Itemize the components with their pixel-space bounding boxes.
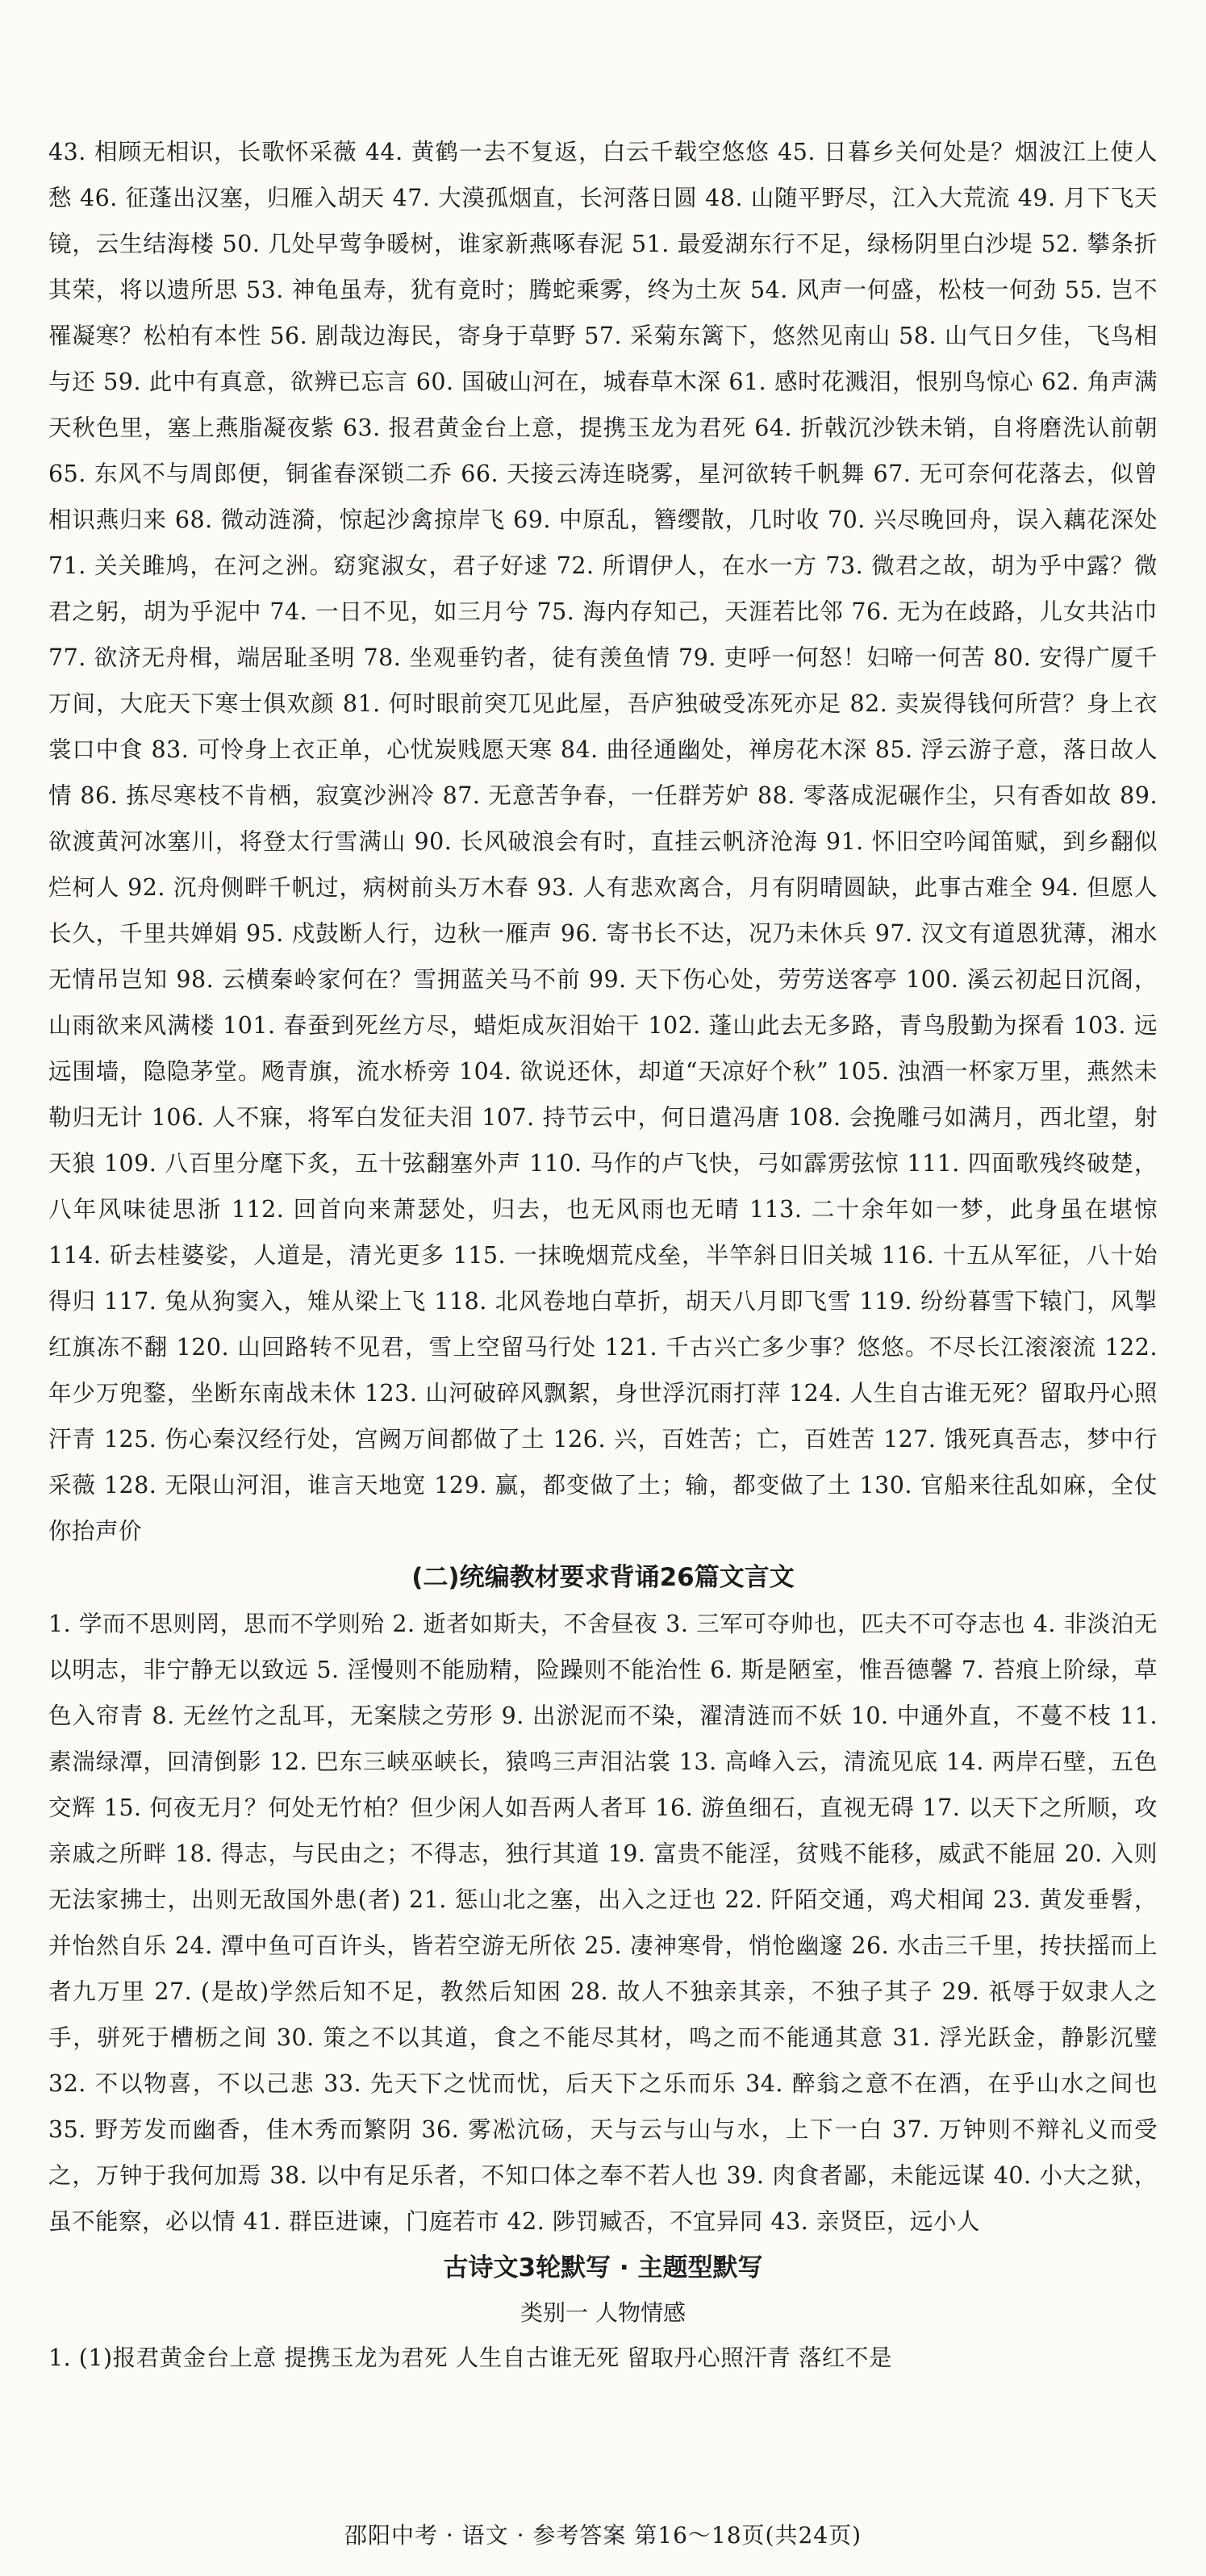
page-footer: 邵阳中考 · 语文 · 参考答案 第16～18页(共24页) (344, 2522, 862, 2549)
category-heading: 类别一 人物情感 (520, 2299, 686, 2326)
poetry-answers-130: 43. 相顾无相识，长歌怀采薇 44. 黄鹤一去不复返，白云千载空悠悠 45. 日暮乡关何处是？烟波江上使人愁 46. 征蓬出汉塞，归雁入胡天 47. 大漠孤烟直，长河落日圆 48. 山随平野尽，江入大荒流 49. 月下飞天镜，云生结海楼 50. 几处早莺争暖树，谁家新燕啄春泥 51. 最爱湖东行不足，绿杨阴里白沙堤 52. 攀条折其荣，将以遗所思 53. 神龟虽寿，犹有竟时；腾蛇乘雾，终为土灰 54. 风声一何盛，松枝一何劲 55. 岂不罹凝寒？松柏有本性 56. 剧哉边海民，寄身于草野 57. 采菊东篱下，悠然见南山 58. 山气日夕佳，飞鸟相与还 59. 此中有真意，欲辨已忘言 60. 国破山河在，城春草木深 61. 感时花溅泪，恨别鸟惊心 62. 角声满天秋色里，塞上燕脂凝夜紫 63. 报君黄金台上意，提携玉龙为君死 64. 折戟沉沙铁未销，自将磨洗认前朝 65. 东风不与周郎便，铜雀春深锁二乔 66. 天接云涛连晓雾，星河欲转千帆舞 67. 无可奈何花落去，似曾相识燕归来 68. 微动涟漪，惊起沙禽掠岸飞 69. 中原乱，簪缨散，几时收 70. 兴尽晚回舟，误入藕花深处 71. 关关雎鸠，在河之洲。窈窕淑女，君子好逑 72. 所谓伊人，在水一方 73. 微君之故，胡为乎中露？微君之躬，胡为乎泥中 74. 一日不见，如三月兮 75. 海内存知己，天涯若比邻 76. 无为在歧路，儿女共沾巾 77. 欲济无舟楫，端居耻圣明 78. 坐观垂钓者，徒有羡鱼情 79. 吏呼一何怒！妇啼一何苦 80. 安得广厦千万间，大庇天下寒士俱欢颜 81. 何时眼前突兀见此屋，吾庐独破受冻死亦足 82. 卖炭得钱何所营？身上衣裳口中食 83. 可怜身上衣正单，心忧炭贱愿天寒 84. 曲径通幽处，禅房花木深 85. 浮云游子意，落日故人情 86. 拣尽寒枝不肯栖，寂寞沙洲冷 87. 无意苦争春，一任群芳妒 88. 零落成泥碾作尘，只有香如故 89. 欲渡黄河冰塞川，将登太行雪满山 90. 长风破浪会有时，直挂云帆济沧海 91. 怀旧空吟闻笛赋，到乡翻似烂柯人 92. 沉舟侧畔千帆过，病树前头万木春 93. 人有悲欢离合，月有阴晴圆缺，此事古难全 94. 但愿人长久，千里共婵娟 95. 戍鼓断人行，边秋一雁声 96. 寄书长不达，况乃未休兵 97. 汉文有道恩犹薄，湘水无情吊岂知 98. 云横秦岭家何在？雪拥蓝关马不前 99. 天下伤心处，劳劳送客亭 100. 溪云初起日沉阁，山雨欲来风满楼 101. 春蚕到死丝方尽，蜡炬成灰泪始干 102. 蓬山此去无多路，青鸟殷勤为探看 103. 远远围墙，隐隐茅堂。飏青旗，流水桥旁 104. 欲说还休，却道“天凉好个秋” 105. 浊酒一杯家万里，燕然未勒归无计 106. 人不寐，将军白发征夫泪 107. 持节云中，何日遣冯唐 108. 会挽雕弓如满月，西北望，射天狼 109. 八百里分麾下炙，五十弦翻塞外声 110. 马作的卢飞快，弓如霹雳弦惊 111. 四面歌残终破楚，八年风味徒思浙 112. 回首向来萧瑟处，归去，也无风雨也无晴 113. 二十余年如一梦，此身虽在堪惊 114. 斫去桂婆娑，人道是，清光更多 115. 一抹晚烟荒戍垒，半竿斜日旧关城 116. 十五从军征，八十始得归 117. 兔从狗窦入，雉从梁上飞 118. 北风卷地白草折，胡天八月即飞雪 119. 纷纷暮雪下辕门，风掣红旗冻不翻 120. 山回路转不见君，雪上空留马行处 121. 千古兴亡多少事？悠悠。不尽长江滚滚流 122. 年少万兜鍪，坐断东南战未休 123. 山河破碎风飘絮，身世浮沉雨打萍 124. 人生自古谁无死？留取丹心照汗青 125. 伤心秦汉经行处，宫阙万间都做了土 126. 兴，百姓苦；亡，百姓苦 127. 饿死真吾志，梦中行采薇 128. 无限山河泪，谁言天地宽 129. 赢，都变做了土；输，都变做了土 130. 官船来往乱如麻，全仗你抬声价 (48, 139, 1158, 1544)
section-heading-theme-dictation: 古诗文3轮默写 · 主题型默写 (443, 2253, 763, 2282)
section-heading-classical-prose: (二)统编教材要求背诵26篇文言文 (411, 1563, 795, 1592)
theme-dictation-answers: 1. (1)报君黄金台上意 提携玉龙为君死 人生自古谁无死 留取丹心照汗青 落红不是 (48, 2345, 892, 2371)
classical-prose-answers-43: 1. 学而不思则罔，思而不学则殆 2. 逝者如斯夫，不舍昼夜 3. 三军可夺帅也，匹夫不可夺志也 4. 非淡泊无以明志，非宁静无以致远 5. 淫慢则不能励精，险躁则不能治性 6. 斯是陋室，惟吾德馨 7. 苔痕上阶绿，草色入帘青 8. 无丝竹之乱耳，无案牍之劳形 9. 出淤泥而不染，濯清涟而不妖 10. 中通外直，不蔓不枝 11. 素湍绿潭，回清倒影 12. 巴东三峡巫峡长，猿鸣三声泪沾裳 13. 高峰入云，清流见底 14. 两岸石壁，五色交辉 15. 何夜无月？何处无竹柏？但少闲人如吾两人者耳 16. 游鱼细石，直视无碍 17. 以天下之所顺，攻亲戚之所畔 18. 得志，与民由之；不得志，独行其道 19. 富贵不能淫，贫贱不能移，威武不能屈 20. 入则无法家拂士，出则无敌国外患(者) 21. 惩山北之塞，出入之迂也 22. 阡陌交通，鸡犬相闻 23. 黄发垂髫，并怡然自乐 24. 潭中鱼可百许头，皆若空游无所依 25. 凄神寒骨，悄怆幽邃 26. 水击三千里，抟扶摇而上者九万里 27. (是故)学然后知不足，教然后知困 28. 故人不独亲其亲，不独子其子 29. 祇辱于奴隶人之手，骈死于槽枥之间 30. 策之不以其道，食之不能尽其材，鸣之而不能通其意 31. 浮光跃金，静影沉璧 32. 不以物喜，不以己悲 33. 先天下之忧而忧，后天下之乐而乐 34. 醉翁之意不在酒，在乎山水之间也 35. 野芳发而幽香，佳木秀而繁阴 36. 雾凇沆砀，天与云与山与水，上下一白 37. 万钟则不辩礼义而受之，万钟于我何加焉 38. 以中有足乐者，不知口体之奉不若人也 39. 肉食者鄙，未能远谋 40. 小大之狱，虽不能察，必以情 41. 群臣进谏，门庭若市 42. 陟罚臧否，不宜异同 43. 亲贤臣，远小人 (48, 1611, 1158, 2235)
